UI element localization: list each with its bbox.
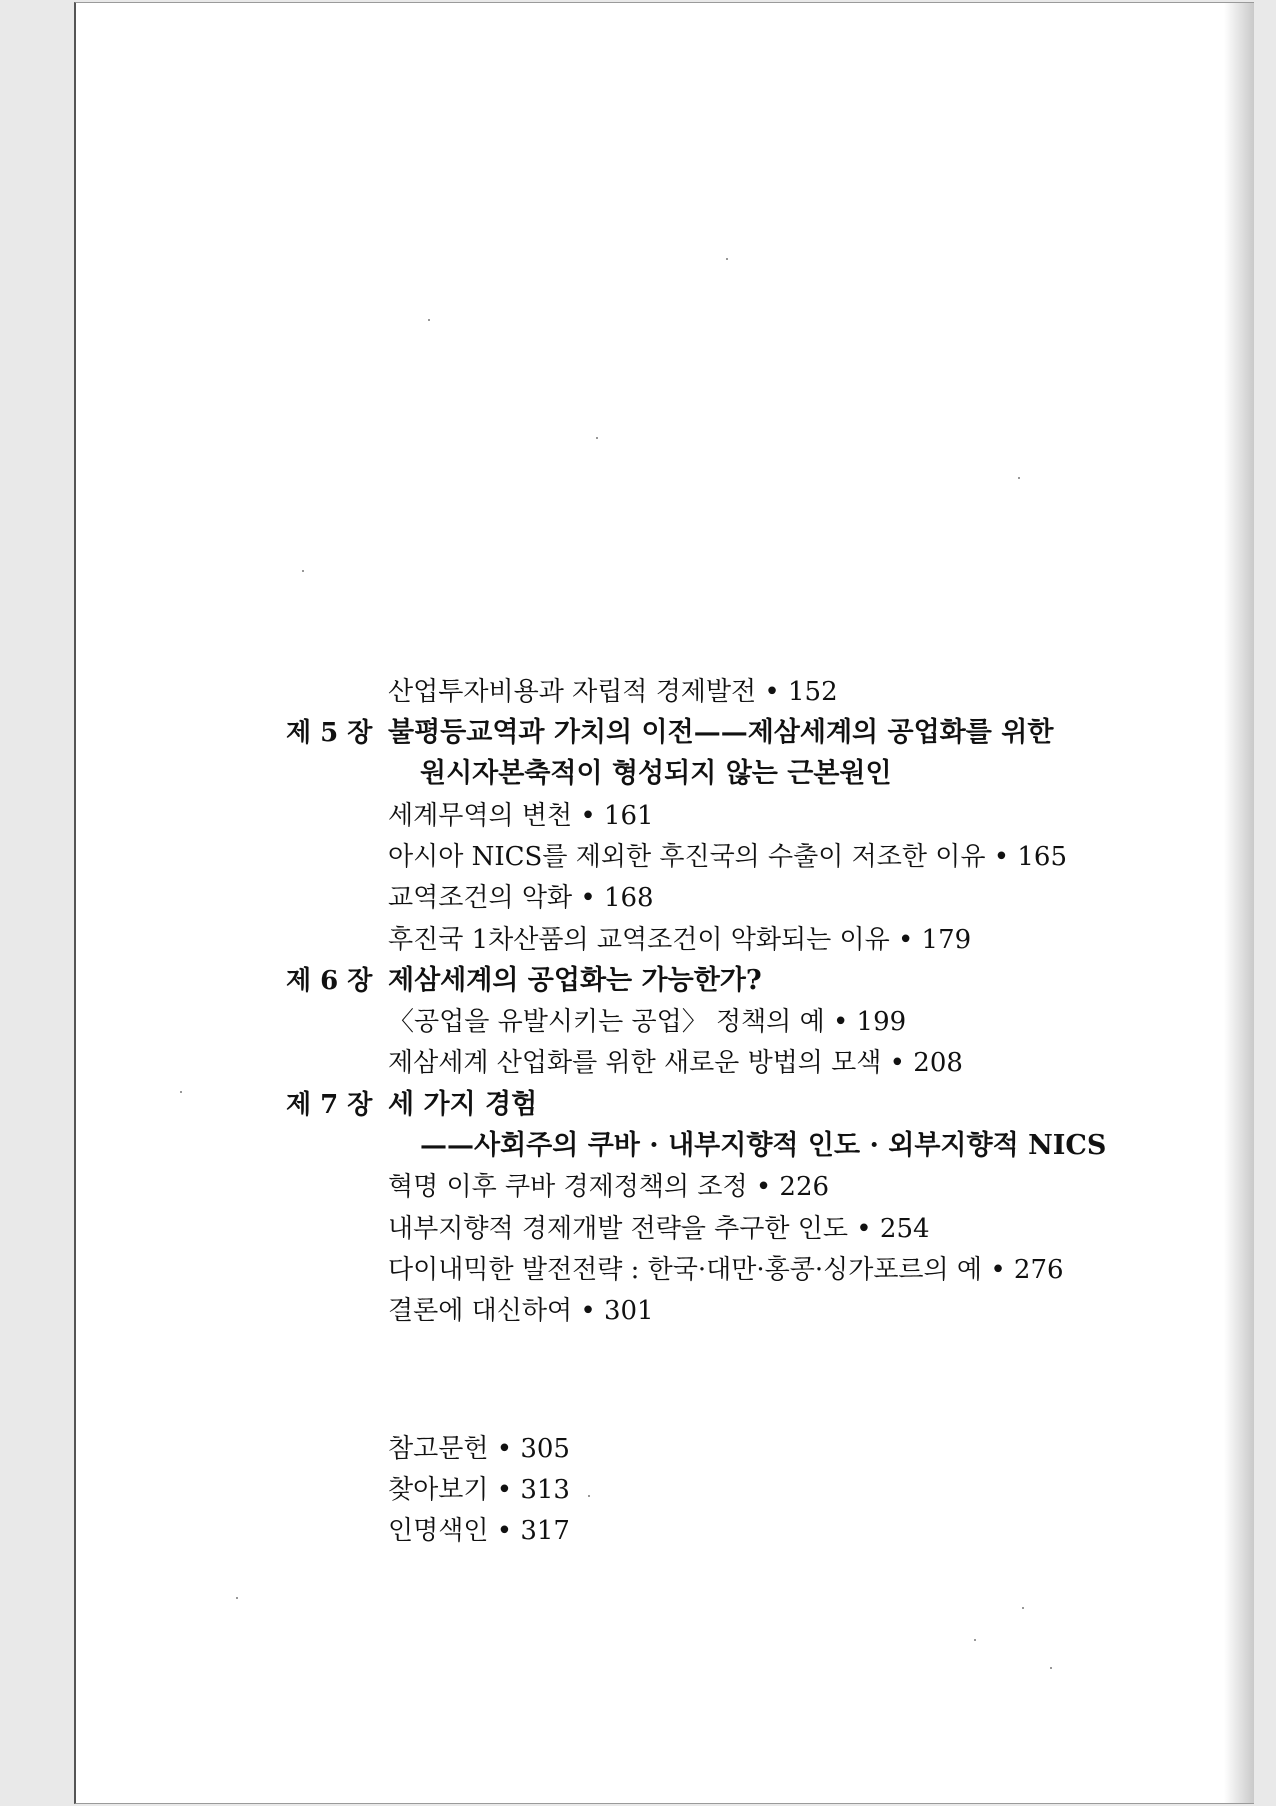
chapter-title-continued: 원시자본축적이 형성되지 않는 근본원인 [420,758,892,789]
scan-speck [302,570,304,572]
scan-speck [974,1639,976,1641]
scan-speck [596,437,598,439]
book-page [74,2,1254,1804]
toc-entry: 내부지향적 경제개발 전략을 추구한 인도 • 254 [388,1214,930,1244]
chapter-title: 세 가지 경험 [388,1089,538,1120]
toc-entry: 결론에 대신하여 • 301 [388,1296,654,1326]
toc-entry: 다이내믹한 발전전략 : 한국·대만·홍콩·싱가포르의 예 • 276 [388,1255,1064,1285]
appendix-entry: 참고문헌 • 305 [388,1434,570,1464]
toc-entry: 교역조건의 악화 • 168 [388,883,654,913]
chapter-title: 불평등교역과 가치의 이전——제삼세계의 공업화를 위한 [388,717,1054,748]
toc-entry: 세계무역의 변천 • 161 [388,801,654,831]
scan-speck [236,1597,238,1599]
table-of-contents [76,3,1254,1803]
chapter-label: 제 5 장 [286,718,373,748]
scan-speck [428,319,430,321]
scan-speck [1050,1667,1052,1669]
scan-speck [726,258,728,260]
chapter-title: 제삼세계의 공업화는 가능한가? [388,965,762,996]
appendix-entry: 인명색인 • 317 [388,1516,570,1546]
toc-entry: 〈공업을 유발시키는 공업〉 정책의 예 • 199 [388,1007,907,1037]
chapter-label: 제 7 장 [286,1090,373,1120]
chapter-label: 제 6 장 [286,966,373,996]
toc-entry: 혁명 이후 쿠바 경제정책의 조정 • 226 [388,1172,830,1202]
toc-entry: 후진국 1차산품의 교역조건이 악화되는 이유 • 179 [388,925,972,955]
toc-entry: 산업투자비용과 자립적 경제발전 • 152 [388,677,838,707]
scan-speck [1022,1607,1024,1609]
toc-entry: 아시아 NICS를 제외한 후진국의 수출이 저조한 이유 • 165 [388,842,1068,872]
chapter-subtitle: ——사회주의 쿠바 · 내부지향적 인도 · 외부지향적 NICS [420,1130,1107,1161]
scan-speck [180,1091,182,1093]
toc-entry: 제삼세계 산업화를 위한 새로운 방법의 모색 • 208 [388,1048,963,1078]
appendix-entry: 찾아보기 • 313 [388,1475,570,1505]
scan-speck [1018,477,1020,479]
scan-speck [588,1495,590,1497]
